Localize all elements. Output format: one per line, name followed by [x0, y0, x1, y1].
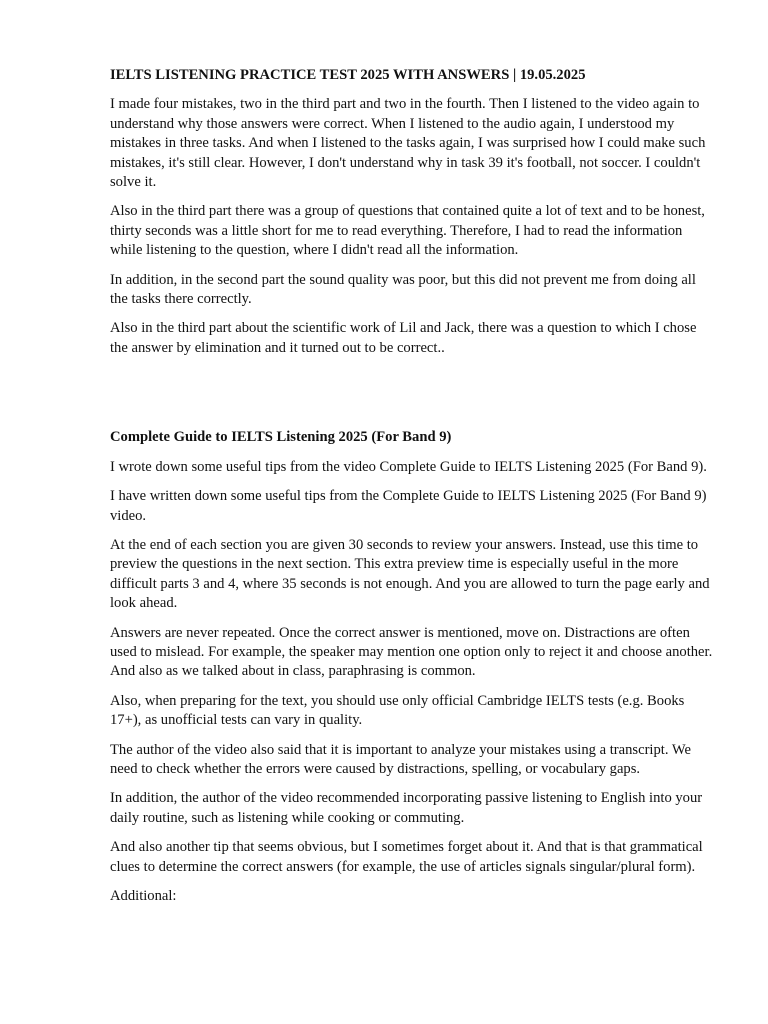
document-page [110, 66, 714, 916]
section-spacer [110, 368, 714, 428]
paragraph: In addition, the author of the video recommended incorporating passive listening to English into your daily routine, such as listening while cooking or commuting. [110, 790, 703, 826]
paragraph: I wrote down some useful tips from the video Complete Guide to IELTS Listening 2025 (For Band 9). [110, 458, 707, 475]
paragraph: I have written down some useful tips from the Complete Guide to IELTS Listening 2025 (For Band 9) video. [110, 488, 707, 524]
paragraph: Also, when preparing for the text, you should use only official Cambridge IELTS tests (e.g. Books 17+), as unofficial tests can vary in quality. [110, 692, 685, 729]
section-heading-complete-guide: Complete Guide to IELTS Listening 2025 (For Band 9) [110, 429, 452, 446]
paragraph: The author of the video also said that it is important to analyze your mistakes using a transcript. We need to check whether the errors were caused by distractions, spelling, or vocabulary gaps. [110, 741, 691, 777]
paragraph: Additional: [110, 888, 177, 904]
paragraph: Also in the third part about the scientific work of Lil and Jack, there was a question to which I chose the answer by elimination and it turned out to be correct.. [110, 320, 697, 356]
paragraph: Also in the third part there was a group of questions that contained quite a lot of text and to be honest, thirty seconds was a little short for me to read everything. Therefore, I had to read the information while listening to the question, where I didn't read all the information. [110, 203, 705, 259]
section-heading-practice-test: IELTS LISTENING PRACTICE TEST 2025 WITH ANSWERS | 19.05.2025 [110, 67, 586, 83]
section-complete-guide [110, 428, 714, 906]
paragraph: I made four mistakes, two in the third part and two in the fourth. Then I listened to the video again to understand why those answers were correct. When I listened to the audio again, I understood my mistakes in three tasks. And when I listened to the tasks again, I was surprised how I could make such mistakes, it's still clear. However, I don't understand why in task 39 it's football, not soccer. I couldn't solve it. [110, 96, 706, 191]
paragraph: And also another tip that seems obvious, but I sometimes forget about it. And that is that grammatical clues to determine the correct answers (for example, the use of articles signals singular/plural form). [110, 839, 703, 875]
section-practice-test [110, 66, 714, 358]
paragraph: At the end of each section you are given 30 seconds to review your answers. Instead, use this time to preview the questions in the next section. This extra preview time is especially useful in the more difficult parts 3 and 4, where 35 seconds is not enough. And you are allowed to turn the page early and look ahead. [110, 536, 710, 612]
paragraph: In addition, in the second part the sound quality was poor, but this did not prevent me from doing all the tasks there correctly. [110, 271, 696, 308]
paragraph: Answers are never repeated. Once the correct answer is mentioned, move on. Distractions are often used to mislead. For example, the speaker may mention one option only to reject it and choose another. And also as we talked about in class, paraphrasing is common. [110, 624, 713, 680]
